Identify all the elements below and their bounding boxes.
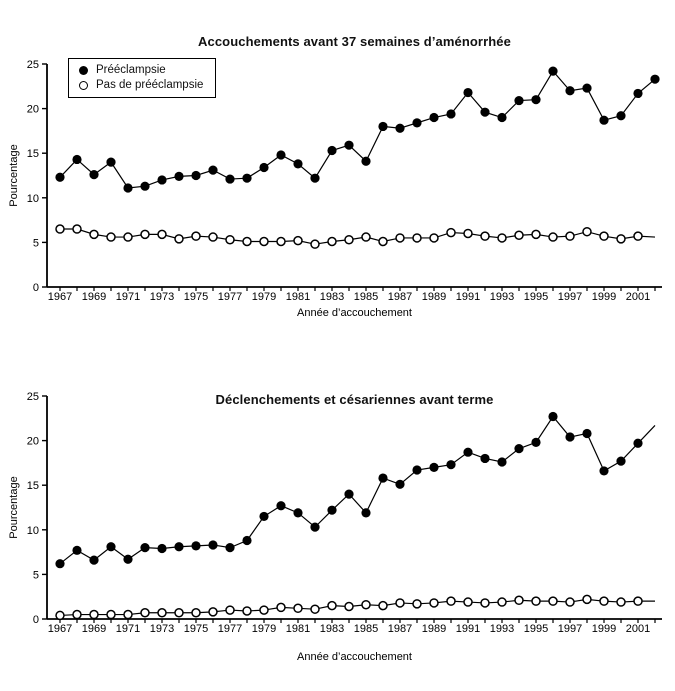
svg-text:1983: 1983 <box>319 623 345 635</box>
data-point-open <box>430 234 438 242</box>
data-point-filled <box>548 412 557 421</box>
svg-text:1969: 1969 <box>81 623 107 635</box>
data-point-open <box>192 609 200 617</box>
svg-text:5: 5 <box>32 237 39 250</box>
svg-text:1967: 1967 <box>47 291 73 303</box>
svg-text:2001: 2001 <box>625 623 651 635</box>
data-point-open <box>311 605 319 613</box>
data-point-open <box>260 238 268 246</box>
svg-text:1971: 1971 <box>115 291 141 303</box>
svg-text:Année d’accouchement: Année d’accouchement <box>297 307 412 319</box>
data-point-filled <box>293 508 302 517</box>
svg-text:1979: 1979 <box>251 623 277 635</box>
data-point-open <box>192 232 200 240</box>
svg-text:1981: 1981 <box>285 623 311 635</box>
data-point-open <box>379 602 387 610</box>
svg-text:1993: 1993 <box>489 291 515 303</box>
data-point-filled <box>259 163 268 172</box>
data-point-open <box>90 230 98 238</box>
data-point-filled <box>514 444 523 453</box>
data-point-filled <box>208 540 217 549</box>
data-point-filled <box>395 124 404 133</box>
data-point-open <box>617 235 625 243</box>
data-point-open <box>345 603 353 611</box>
data-point-open <box>532 230 540 238</box>
data-point-filled <box>429 113 438 122</box>
data-point-filled <box>55 173 64 182</box>
data-point-open <box>345 236 353 244</box>
data-point-open <box>226 606 234 614</box>
data-point-open <box>464 598 472 606</box>
data-point-filled <box>157 544 166 553</box>
data-point-open <box>549 597 557 605</box>
svg-text:1981: 1981 <box>285 291 311 303</box>
svg-text:1987: 1987 <box>387 291 413 303</box>
data-point-open <box>243 607 251 615</box>
svg-text:20: 20 <box>26 103 39 116</box>
chart-title-top: Accouchements avant 37 semaines d’aménorrhée <box>198 34 511 49</box>
svg-text:1985: 1985 <box>353 623 379 635</box>
data-point-open <box>498 598 506 606</box>
data-point-filled <box>174 542 183 551</box>
data-point-filled <box>531 95 540 104</box>
data-point-open <box>515 231 523 239</box>
data-point-filled <box>497 457 506 466</box>
svg-text:10: 10 <box>26 524 39 537</box>
data-point-filled <box>361 157 370 166</box>
data-point-filled <box>174 172 183 181</box>
data-point-filled <box>633 89 642 98</box>
data-point-filled <box>514 96 523 105</box>
data-point-filled <box>140 182 149 191</box>
data-point-open <box>396 234 404 242</box>
data-point-filled <box>378 473 387 482</box>
data-point-open <box>600 232 608 240</box>
svg-text:1995: 1995 <box>523 623 549 635</box>
chart-title-bottom: Déclenchements et césariennes avant terme <box>215 392 494 407</box>
svg-text:5: 5 <box>32 569 39 582</box>
svg-text:1987: 1987 <box>387 623 413 635</box>
svg-text:1967: 1967 <box>47 623 73 635</box>
data-point-open <box>634 597 642 605</box>
data-point-open <box>209 608 217 616</box>
data-point-filled <box>157 175 166 184</box>
svg-text:1983: 1983 <box>319 291 345 303</box>
data-point-open <box>56 611 64 619</box>
data-point-open <box>294 604 302 612</box>
data-point-open <box>175 609 183 617</box>
data-point-open <box>328 238 336 246</box>
svg-text:25: 25 <box>26 59 39 71</box>
data-point-filled <box>327 506 336 515</box>
data-point-filled <box>616 111 625 120</box>
data-point-open <box>141 230 149 238</box>
data-point-open <box>209 233 217 241</box>
data-point-open <box>141 609 149 617</box>
chart-top <box>8 59 662 319</box>
data-point-open <box>294 237 302 245</box>
data-point-filled <box>463 448 472 457</box>
data-point-open <box>107 233 115 241</box>
data-point-filled <box>361 508 370 517</box>
svg-text:1969: 1969 <box>81 291 107 303</box>
svg-text:0: 0 <box>32 614 39 626</box>
legend <box>68 58 216 98</box>
data-point-filled <box>378 122 387 131</box>
svg-text:0: 0 <box>32 282 39 294</box>
data-point-filled <box>395 480 404 489</box>
svg-text:1989: 1989 <box>421 291 447 303</box>
data-point-filled <box>582 429 591 438</box>
data-point-open <box>413 600 421 608</box>
data-point-filled <box>599 116 608 125</box>
data-point-filled <box>191 171 200 180</box>
data-point-filled <box>191 541 200 550</box>
data-point-filled <box>480 108 489 117</box>
data-point-filled <box>616 457 625 466</box>
svg-text:1997: 1997 <box>557 291 583 303</box>
data-point-open <box>243 238 251 246</box>
data-point-open <box>600 597 608 605</box>
data-point-filled <box>140 543 149 552</box>
svg-text:25: 25 <box>26 391 39 403</box>
data-point-open <box>583 228 591 236</box>
data-point-open <box>124 611 132 619</box>
svg-text:2001: 2001 <box>625 291 651 303</box>
svg-text:1975: 1975 <box>183 623 209 635</box>
data-point-filled <box>497 113 506 122</box>
data-point-open <box>158 230 166 238</box>
legend-label-preeclampsie: Prééclampsie <box>96 64 166 76</box>
svg-text:1991: 1991 <box>455 623 481 635</box>
data-point-open <box>566 232 574 240</box>
data-point-filled <box>242 536 251 545</box>
data-point-filled <box>412 465 421 474</box>
open-circle-icon <box>79 81 88 90</box>
data-point-open <box>56 225 64 233</box>
data-point-open <box>73 225 81 233</box>
svg-text:20: 20 <box>26 435 39 448</box>
svg-text:1997: 1997 <box>557 623 583 635</box>
data-point-filled <box>293 159 302 168</box>
data-point-open <box>311 240 319 248</box>
data-point-open <box>175 235 183 243</box>
data-point-filled <box>344 490 353 499</box>
data-point-open <box>532 597 540 605</box>
data-point-filled <box>531 438 540 447</box>
data-point-filled <box>225 174 234 183</box>
data-point-filled <box>72 155 81 164</box>
data-point-filled <box>310 174 319 183</box>
legend-item-pas-de-preeclampsie <box>79 79 203 91</box>
svg-text:1989: 1989 <box>421 623 447 635</box>
svg-text:Pourcentage: Pourcentage <box>8 476 20 539</box>
data-point-filled <box>123 555 132 564</box>
data-point-open <box>362 233 370 241</box>
data-point-filled <box>242 174 251 183</box>
svg-text:10: 10 <box>26 192 39 205</box>
data-point-filled <box>106 542 115 551</box>
svg-text:1993: 1993 <box>489 623 515 635</box>
svg-text:1985: 1985 <box>353 291 379 303</box>
data-point-filled <box>429 463 438 472</box>
data-point-filled <box>123 183 132 192</box>
data-point-filled <box>259 512 268 521</box>
svg-text:1971: 1971 <box>115 623 141 635</box>
data-point-filled <box>633 439 642 448</box>
svg-text:1977: 1977 <box>217 623 243 635</box>
data-point-open <box>362 601 370 609</box>
data-point-open <box>566 598 574 606</box>
data-point-filled <box>276 501 285 510</box>
data-point-open <box>617 598 625 606</box>
data-point-open <box>430 599 438 607</box>
data-point-filled <box>565 86 574 95</box>
data-point-filled <box>446 109 455 118</box>
filled-circle-icon <box>79 66 88 75</box>
data-point-open <box>549 233 557 241</box>
svg-text:Pourcentage: Pourcentage <box>8 144 20 207</box>
data-point-open <box>277 238 285 246</box>
data-point-open <box>328 602 336 610</box>
data-point-open <box>447 229 455 237</box>
data-point-open <box>379 238 387 246</box>
data-point-filled <box>72 546 81 555</box>
data-point-filled <box>412 118 421 127</box>
data-point-open <box>515 596 523 604</box>
data-point-open <box>481 232 489 240</box>
svg-text:1977: 1977 <box>217 291 243 303</box>
data-point-filled <box>310 523 319 532</box>
svg-text:1991: 1991 <box>455 291 481 303</box>
data-point-open <box>498 234 506 242</box>
data-point-filled <box>276 150 285 159</box>
data-point-filled <box>89 556 98 565</box>
data-point-open <box>583 595 591 603</box>
svg-text:15: 15 <box>26 480 39 493</box>
svg-text:1973: 1973 <box>149 623 175 635</box>
data-point-filled <box>327 146 336 155</box>
data-point-filled <box>565 432 574 441</box>
data-point-filled <box>225 543 234 552</box>
data-point-open <box>158 609 166 617</box>
svg-text:1973: 1973 <box>149 291 175 303</box>
svg-text:Année d’accouchement: Année d’accouchement <box>297 651 412 663</box>
data-point-open <box>260 606 268 614</box>
data-point-open <box>413 234 421 242</box>
data-point-filled <box>106 158 115 167</box>
data-point-filled <box>463 88 472 97</box>
svg-text:1979: 1979 <box>251 291 277 303</box>
data-point-filled <box>89 170 98 179</box>
data-point-filled <box>208 166 217 175</box>
data-point-open <box>447 597 455 605</box>
svg-text:1999: 1999 <box>591 291 617 303</box>
svg-text:1995: 1995 <box>523 291 549 303</box>
legend-label-pas-de-preeclampsie: Pas de prééclampsie <box>96 79 204 91</box>
data-point-filled <box>446 460 455 469</box>
chart-bottom <box>8 391 662 663</box>
data-point-open <box>396 599 404 607</box>
data-point-open <box>634 232 642 240</box>
svg-text:1999: 1999 <box>591 623 617 635</box>
data-point-filled <box>55 559 64 568</box>
svg-text:1975: 1975 <box>183 291 209 303</box>
legend-item-preeclampsie <box>79 64 203 76</box>
data-point-filled <box>344 141 353 150</box>
data-point-filled <box>650 75 659 84</box>
data-point-open <box>481 599 489 607</box>
data-point-open <box>464 229 472 237</box>
data-point-open <box>107 611 115 619</box>
data-point-filled <box>480 454 489 463</box>
data-point-filled <box>582 83 591 92</box>
data-point-open <box>124 233 132 241</box>
svg-text:15: 15 <box>26 148 39 161</box>
data-point-open <box>226 236 234 244</box>
data-point-open <box>73 611 81 619</box>
data-point-open <box>277 603 285 611</box>
data-point-open <box>90 611 98 619</box>
data-point-filled <box>599 466 608 475</box>
data-point-filled <box>548 67 557 76</box>
